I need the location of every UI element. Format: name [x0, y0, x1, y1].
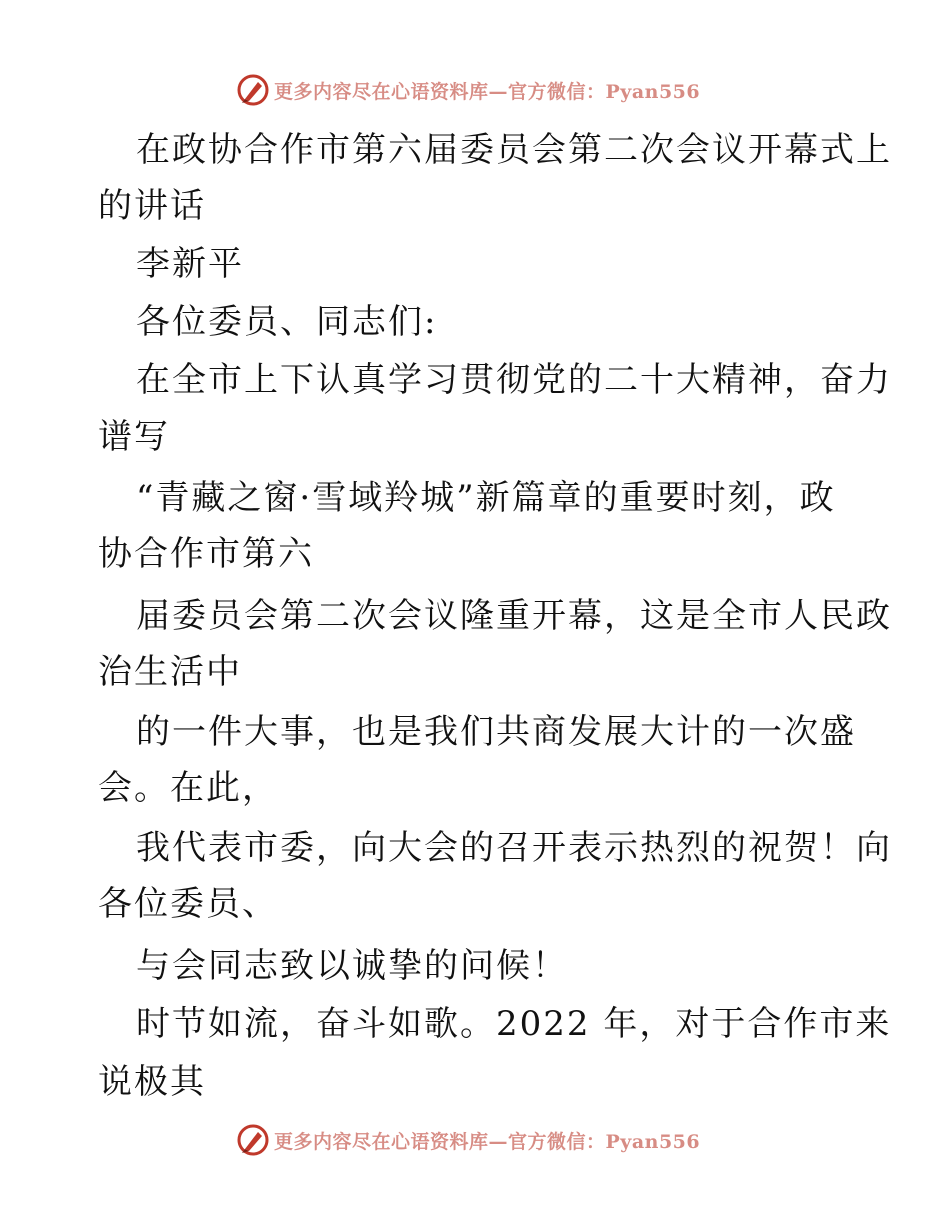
- title-line-1: 在政协合作市第六届委员会第二次会议开幕式上: [136, 130, 892, 170]
- pen-logo-icon: [236, 73, 270, 107]
- paragraph-line: 治生活中: [98, 652, 242, 692]
- paragraph-line: 协合作市第六: [98, 534, 314, 574]
- watermark-text: 更多内容尽在心语资料库—官方微信：Pyan556: [274, 80, 701, 103]
- paragraph-line: 在全市上下认真学习贯彻党的二十大精神，奋力: [136, 360, 892, 400]
- paragraph-line: 我代表市委，向大会的召开表示热烈的祝贺！向: [136, 828, 892, 868]
- paragraph-line: 的一件大事，也是我们共商发展大计的一次盛: [136, 712, 856, 752]
- header-watermark: [0, 70, 950, 110]
- paragraph-line: “青藏之窗·雪域羚城”新篇章的重要时刻，政: [136, 478, 836, 518]
- paragraph-line: 谱写: [98, 417, 170, 457]
- pen-logo-icon: [236, 1123, 270, 1157]
- paragraph-line: 会。在此，: [98, 768, 278, 808]
- paragraph-line: 与会同志致以诚挚的问候！: [136, 946, 568, 986]
- paragraph-line: 各位委员、: [98, 884, 278, 924]
- author-line: 李新平: [136, 244, 244, 284]
- salutation-line: 各位委员、同志们:: [136, 302, 438, 342]
- footer-watermark: [0, 1120, 950, 1160]
- title-line-2: 的讲话: [98, 186, 206, 226]
- paragraph-line: 届委员会第二次会议隆重开幕，这是全市人民政: [136, 596, 892, 636]
- paragraph-line: 说极其: [98, 1062, 206, 1102]
- watermark-text: 更多内容尽在心语资料库—官方微信：Pyan556: [274, 1130, 701, 1153]
- paragraph-line: 时节如流，奋斗如歌。2022 年，对于合作市来: [136, 1004, 892, 1044]
